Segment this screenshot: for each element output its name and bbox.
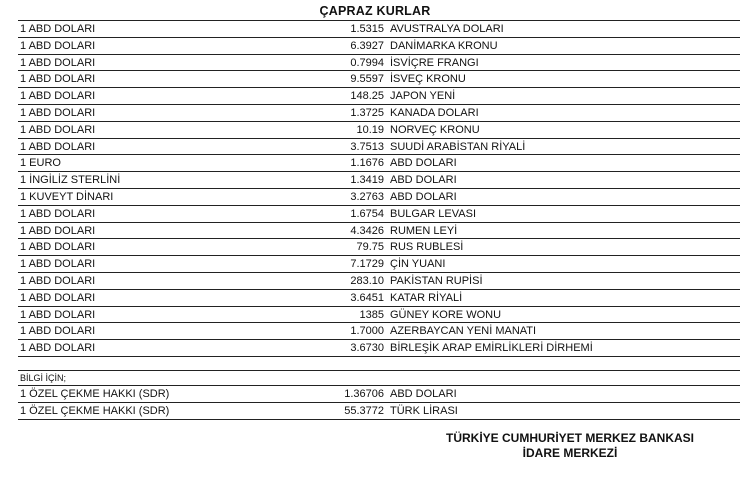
quote-currency-cell: KATAR RİYALİ [390,291,463,304]
quote-currency-cell: ABD DOLARI [390,157,457,170]
quote-currency-cell: NORVEÇ KRONU [390,123,480,136]
rate-cell: 1385 [359,308,384,321]
rate-cell: 55.3772 [344,404,384,417]
rate-cell: 9.5597 [350,73,384,86]
cross-rates-table [18,20,740,357]
base-currency-cell: 1 ABD DOLARI [20,342,96,355]
rate-cell: 3.7513 [350,140,384,153]
base-currency-cell: 1 ABD DOLARI [20,23,96,35]
issuer-block [400,431,740,461]
base-currency-cell: 1 ABD DOLARI [20,258,96,271]
rate-cell: 79.75 [356,241,384,254]
base-currency-cell: 1 İNGİLİZ STERLİNİ [20,174,121,187]
table-row [18,155,740,172]
quote-currency-cell: SUUDİ ARABİSTAN RİYALİ [390,140,526,153]
rate-cell: 3.6451 [350,291,384,304]
rate-cell: 10.19 [356,123,384,136]
base-currency-cell: 1 ABD DOLARI [20,274,96,287]
rate-cell: 148.25 [350,90,384,103]
page-title: ÇAPRAZ KURLAR [319,4,431,18]
base-currency-cell: 1 ABD DOLARI [20,224,96,237]
rate-cell: 6.3927 [350,39,384,52]
base-currency-cell: 1 ÖZEL ÇEKME HAKKI (SDR) [20,404,170,417]
table-row [18,223,740,240]
table-row [18,71,740,88]
base-currency-cell: 1 KUVEYT DİNARI [20,190,114,203]
quote-currency-cell: ABD DOLARI [390,388,457,400]
info-label: BİLGİ İÇİN; [18,371,740,386]
table-row [18,340,740,357]
quote-currency-cell: AZERBAYCAN YENİ MANATI [390,325,537,338]
quote-currency-cell: DANİMARKA KRONU [390,39,498,52]
base-currency-cell: 1 ABD DOLARI [20,291,96,304]
rate-cell: 7.1729 [350,258,384,271]
info-section [18,370,740,420]
quote-currency-cell: ABD DOLARI [390,174,457,187]
quote-currency-cell: ABD DOLARI [390,190,457,203]
base-currency-cell: 1 ABD DOLARI [20,325,96,338]
base-currency-cell: 1 ABD DOLARI [20,56,96,69]
base-currency-cell: 1 ABD DOLARI [20,140,96,153]
base-currency-cell: 1 ÖZEL ÇEKME HAKKI (SDR) [20,388,170,400]
base-currency-cell: 1 ABD DOLARI [20,241,96,254]
table-row [18,290,740,307]
quote-currency-cell: İSVİÇRE FRANGI [390,56,479,69]
rate-cell: 4.3426 [350,224,384,237]
base-currency-cell: 1 EURO [20,157,61,170]
table-row [18,206,740,223]
table-row [18,403,740,420]
table-row [18,239,740,256]
quote-currency-cell: BULGAR LEVASI [390,207,476,220]
quote-currency-cell: ÇİN YUANI [390,258,446,271]
quote-currency-cell: İSVEÇ KRONU [390,73,466,86]
issuer-department: İDARE MERKEZİ [522,446,618,460]
quote-currency-cell: KANADA DOLARI [390,106,479,119]
table-row [18,307,740,324]
quote-currency-cell: TÜRK LİRASI [390,404,458,417]
table-row [18,273,740,290]
rate-cell: 1.1676 [350,157,384,170]
quote-currency-cell: BİRLEŞİK ARAP EMİRLİKLERİ DİRHEMİ [390,342,593,355]
table-row [18,55,740,72]
rate-cell: 0.7994 [350,56,384,69]
quote-currency-cell: GÜNEY KORE WONU [390,308,502,321]
rate-cell: 1.3419 [350,174,384,187]
rate-cell: 3.2763 [350,190,384,203]
base-currency-cell: 1 ABD DOLARI [20,207,96,220]
base-currency-cell: 1 ABD DOLARI [20,73,96,86]
rate-cell: 1.3725 [350,106,384,119]
quote-currency-cell: RUMEN LEYİ [390,224,458,237]
quote-currency-cell: RUS RUBLESİ [390,241,464,254]
rate-cell: 1.7000 [350,325,384,338]
table-row [18,88,740,105]
quote-currency-cell: PAKİSTAN RUPİSİ [390,274,483,287]
base-currency-cell: 1 ABD DOLARI [20,90,96,103]
table-row [18,139,740,156]
base-currency-cell: 1 ABD DOLARI [20,308,96,321]
table-row [18,386,740,403]
base-currency-cell: 1 ABD DOLARI [20,123,96,136]
base-currency-cell: 1 ABD DOLARI [20,39,96,52]
table-row [18,105,740,122]
rate-cell: 283.10 [350,274,384,287]
table-row [18,256,740,273]
quote-currency-cell: JAPON YENİ [390,90,456,103]
rate-cell: 1.6754 [350,207,384,220]
issuer-name: TÜRKİYE CUMHURİYET MERKEZ BANKASI [445,431,694,445]
rate-cell: 3.6730 [350,342,384,355]
table-row [18,172,740,189]
rate-cell: 1.36706 [344,388,384,400]
table-row [18,122,740,139]
base-currency-cell: 1 ABD DOLARI [20,106,96,119]
table-row [18,323,740,340]
table-row [18,189,740,206]
table-row [18,21,740,38]
quote-currency-cell: AVUSTRALYA DOLARI [390,23,504,35]
rate-cell: 1.5315 [350,23,384,35]
table-row [18,38,740,55]
